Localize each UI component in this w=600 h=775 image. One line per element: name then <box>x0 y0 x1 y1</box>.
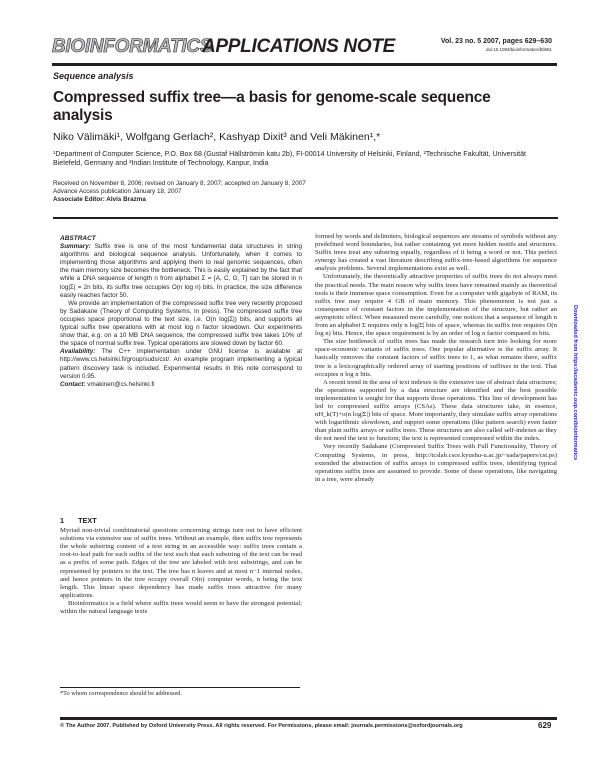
body-paragraph: A recent trend in the area of text indexes is the extensive use of abstract data structures; the operations supported by a data structure are identified and the best possible implementation is sought for that supports those operations. This line of development has led to compressed suffix arrays (CSAs). These data structures take, in essence, nH_k(T)+o(n log|Σ|) bits of space. More importantly, they simulate suffix array operations with logarithmic slowdown, and support some operations (like pattern search) even faster than plain suffix arrays or suffix trees. These structures are also called self-indexes as they do not need the text to function; the text is represented compressed within the index. <box>315 378 557 443</box>
body-paragraph: Unfortunately, the theoretically attractive properties of suffix trees do not always meet the practical needs. The main reason why suffix trees have remained mainly as theoretical tools is their immense space consumption. Even for a computer with gigabyte of RAM, its suffix tree may require 4 GB of main memory. This phenomenon is not just a consequence of constant factors in the implementation of the structure, but rather an asymptotic effect. When measured more carefully, one notices that a sequence of length n from an alphabet Σ requires only n log|Σ| bits of space, whereas its suffix tree requires O(n log n) bits. Hence, the space requirement is by an order of log n factor compared to bits. <box>315 273 557 338</box>
abstract-summary-2: We provide an implementation of the compressed suffix tree very recently proposed by Sadakane (Theory of Computing Systems, in press). The compressed suffix tree occupies space proportional to the text size, i.e. O(n log|Σ|) bits, and supports all typical suffix tree operations with at most log n factor slowdown. Our experiments show that, e.g. on a 10 MB DNA sequence, the compressed suffix tree takes 10% of the space of normal suffix tree. Typical operations are slowed down by factor 60. <box>60 299 302 348</box>
citation-info <box>441 38 552 54</box>
associate-editor: Associate Editor: Alvis Brazma <box>53 196 146 204</box>
volume-pages: Vol. 23 no. 5 2007, pages 629–630 <box>440 38 552 45</box>
abstract-rule <box>53 217 558 219</box>
doi: doi:10.1093/bioinformatics/btl681 <box>485 47 552 52</box>
section-heading: 1 TEXT <box>60 516 97 525</box>
contact-label: Contact: <box>60 380 86 388</box>
abstract <box>60 235 302 389</box>
page-number: 629 <box>538 721 552 730</box>
contact-email[interactable]: vmakinen@cs.helsinki.fi <box>87 380 155 388</box>
body-paragraph: The size bottleneck of suffix trees has made the research turn into looking for more space-economic variants of suffix trees. One popular alternative is the suffix array. It basically removes the constant factors of suffix trees to 1, as what remains there, suffix tree is a lexicographically ordered array of starting positions of suffixes in the text. That occupies n log n bits. <box>315 338 557 378</box>
body-paragraph: Bioinformatics is a field where suffix trees would seem to have the strongest potential; within the natural language texts <box>60 599 302 616</box>
right-column <box>315 233 557 484</box>
journal-name: BIOINFORMATICS <box>52 36 213 57</box>
abstract-summary: Summary: Suffix tree is one of the most fundamental data structures in string algorithms and biological sequence analysis. Unfortunately, when it comes to implementing those algorithms and applying them to real genomic sequences, often the main memory size becomes the bottleneck. This is easily explained by the fact that while a DNA sequence of length n from alphabet Σ = {A, C, G, T} can be stored in n log|Σ| = 2n bits, its suffix tree occupies O(n log n) bits. In practice, the size difference easily reaches factor 50. <box>60 243 303 299</box>
abstract-contact <box>60 381 302 389</box>
journal-masthead <box>52 36 552 64</box>
received-date: Received on November 8, 2006; revised on January 8, 2007; accepted on January 8, 2007 <box>53 180 306 187</box>
abstract-heading: ABSTRACT <box>60 235 96 242</box>
abstract-availability: Availability: The C++ implementation under GNU license is available at http://www.cs.helsinki.fi/group/suds/cst/. An example program implementing a typical pattern discovery task is included. Experimental results in this note correspond to version 0.95. <box>60 348 302 380</box>
availability-label: Availability: <box>60 348 96 356</box>
summary-label: Summary: <box>60 243 91 251</box>
footer-rule <box>60 717 557 720</box>
header-rule <box>52 63 557 66</box>
article-type: APPLICATIONS NOTE <box>202 36 395 57</box>
publication-dates <box>53 180 306 205</box>
watermark-text[interactable]: Downloaded from https://academic.oup.com/bioinformatics <box>572 305 578 461</box>
body-paragraph: Very recently Sadakane (Compressed Suffix Trees with Full Functionality, Theory of Computing Systems, in press, http://tcslab.csce.kyushu-u.ac.jp/~sada/papers/cst.ps) extended the abstraction of suffix arrays to compressed suffix trees, identifying typical operations suffix trees are assumed to provide. Some of these operations, like navigating in a tree, were already <box>315 443 557 483</box>
copyright-notice: © The Author 2007. Published by Oxford University Press. All rights reserved. For Permissions, please email: journals.permissions@oxfordjournals.org <box>60 723 463 729</box>
affiliations: ¹Department of Computer Science, P.O. Box 68 (Gustaf Hällströmin katu 2b), FI-00014 University of Helsinki, Finland, ²Technische Fakultät, Universität Bielefeld, Germany and ³Indian Institute of Technology, Kanpur, India <box>53 150 526 167</box>
section-1-left <box>60 517 302 616</box>
body-paragraph: Myriad non-trivial combinatorial questions concerning strings turn out to have efficient solutions via extensive use of suffix trees. Without an example, then suffix tree represents the whole substring content of a text string in an accessible way: suffix trees contain a root-to-leaf path for each suffix of the text such that each substring of the text can be read as a prefix of some path. Edges of the tree are labeled with text substrings, and can be represented by pointers to the text. The tree has n leaves and at most n−1 internal nodes, and hence pointers in the tree occupy overall O(n) computer words, n being the text length. This linear space dependency has made suffix trees attractive for many applications. <box>60 527 302 599</box>
author-list: Niko Välimäki¹, Wolfgang Gerlach², Kashyap Dixit³ and Veli Mäkinen¹,* <box>53 131 381 143</box>
footnote-rule <box>60 687 300 688</box>
correspondence-footnote: *To whom correspondence should be addressed. <box>60 690 182 697</box>
body-paragraph: formed by words and delimiters, biological sequences are streams of symbols without any predefined word boundaries, but rather containing yet more hidden motifs and structures. Suffix trees treat any substring equally, regardless of it being a word or not. This perfect synergy has created a vast literature describing suffix-tree-based algorithms for sequence analysis problems. Several implementations exist as well. <box>315 233 557 273</box>
advance-access-date: Advance Access publication January 18, 2007 <box>53 188 182 196</box>
paper-title: Compressed suffix tree—a basis for genome-scale sequence analysis <box>53 89 491 124</box>
section-label: Sequence analysis <box>53 71 134 81</box>
